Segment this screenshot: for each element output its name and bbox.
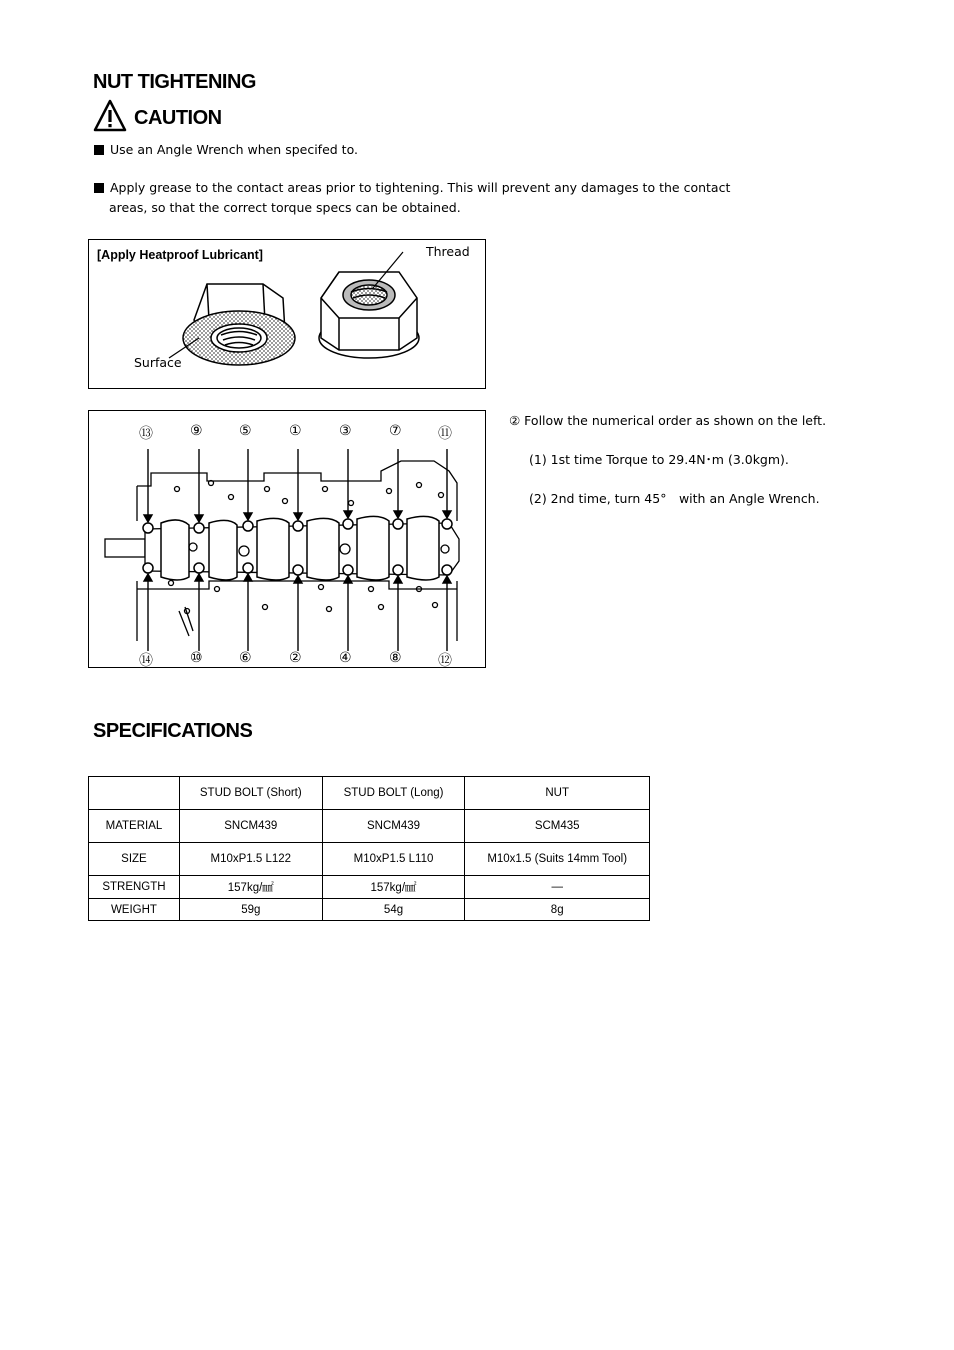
table-cell: 8g: [465, 899, 650, 921]
instruction-first-torque: (1) 1st time Torque to 29.4N･m (3.0kgm).: [529, 452, 789, 467]
order-number-10: ⑩: [190, 650, 203, 666]
caution-bullet-2: [94, 178, 730, 198]
table-cell: M10x1.5 (Suits 14mm Tool): [465, 843, 650, 876]
order-number-12: ⑫: [438, 653, 452, 669]
nut-surface-view: [183, 284, 295, 365]
order-number-13: ⑬: [139, 426, 153, 442]
table-row: [89, 843, 650, 876]
table-cell: SCM435: [465, 810, 650, 843]
warning-icon: [93, 99, 129, 133]
order-number-14: ⑭: [139, 653, 153, 669]
order-number-5: ⑤: [239, 423, 252, 439]
order-number-7: ⑦: [389, 423, 402, 439]
table-cell: 157kg/㎟: [179, 876, 322, 899]
crankcase-illustration: [89, 411, 485, 667]
row-label: MATERIAL: [89, 810, 180, 843]
order-number-4: ④: [339, 650, 352, 666]
surface-label: Surface: [134, 355, 182, 370]
thread-label: Thread: [426, 244, 470, 259]
instruction-second-turn: (2) 2nd time, turn 45° with an Angle Wrench.: [529, 491, 820, 506]
bullet-icon: [94, 183, 104, 193]
specs-title: SPECIFICATIONS: [93, 720, 253, 742]
order-number-9: ⑨: [190, 423, 203, 439]
page-title: NUT TIGHTENING: [93, 71, 256, 93]
row-label: STRENGTH: [89, 876, 180, 899]
tightening-order-figure: [88, 410, 486, 668]
table-cell: 54g: [322, 899, 465, 921]
order-number-1: ①: [289, 423, 302, 439]
order-number-11: ⑪: [438, 426, 452, 442]
order-number-6: ⑥: [239, 650, 252, 666]
row-label: WEIGHT: [89, 899, 180, 921]
table-header-row: [89, 777, 650, 810]
table-cell: M10xP1.5 L110: [322, 843, 465, 876]
table-cell: 59g: [179, 899, 322, 921]
caution-bullet-2-continued: areas, so that the correct torque specs can be obtained.: [109, 200, 461, 215]
bullet-text: Use an Angle Wrench when specifed to.: [110, 142, 358, 157]
header-cell: STUD BOLT (Short): [179, 777, 322, 810]
header-cell: STUD BOLT (Long): [322, 777, 465, 810]
table-row: [89, 810, 650, 843]
nut-thread-view: [319, 272, 419, 358]
row-label: SIZE: [89, 843, 180, 876]
table-cell: M10xP1.5 L122: [179, 843, 322, 876]
bullet-text: Apply grease to the contact areas prior to tightening. This will prevent any damages to the contact: [110, 180, 731, 195]
lubricant-figure: [88, 239, 486, 389]
table-cell: SNCM439: [179, 810, 322, 843]
table-cell: SNCM439: [322, 810, 465, 843]
order-number-2: ②: [289, 650, 302, 666]
order-number-8: ⑧: [389, 650, 402, 666]
bullet-icon: [94, 145, 104, 155]
caution-bullet-1: [94, 140, 358, 160]
header-cell: NUT: [465, 777, 650, 810]
table-cell: 157kg/㎟: [322, 876, 465, 899]
lubricant-label: [Apply Heatproof Lubricant]: [97, 248, 263, 262]
specs-table: [88, 776, 650, 921]
table-row: [89, 899, 650, 921]
header-cell: [89, 777, 180, 810]
nut-illustrations: [89, 240, 485, 388]
table-row: [89, 876, 650, 899]
caution-label: CAUTION: [134, 107, 222, 129]
table-cell: —: [465, 876, 650, 899]
instruction-step: ② Follow the numerical order as shown on the left.: [509, 413, 827, 428]
order-number-3: ③: [339, 423, 352, 439]
